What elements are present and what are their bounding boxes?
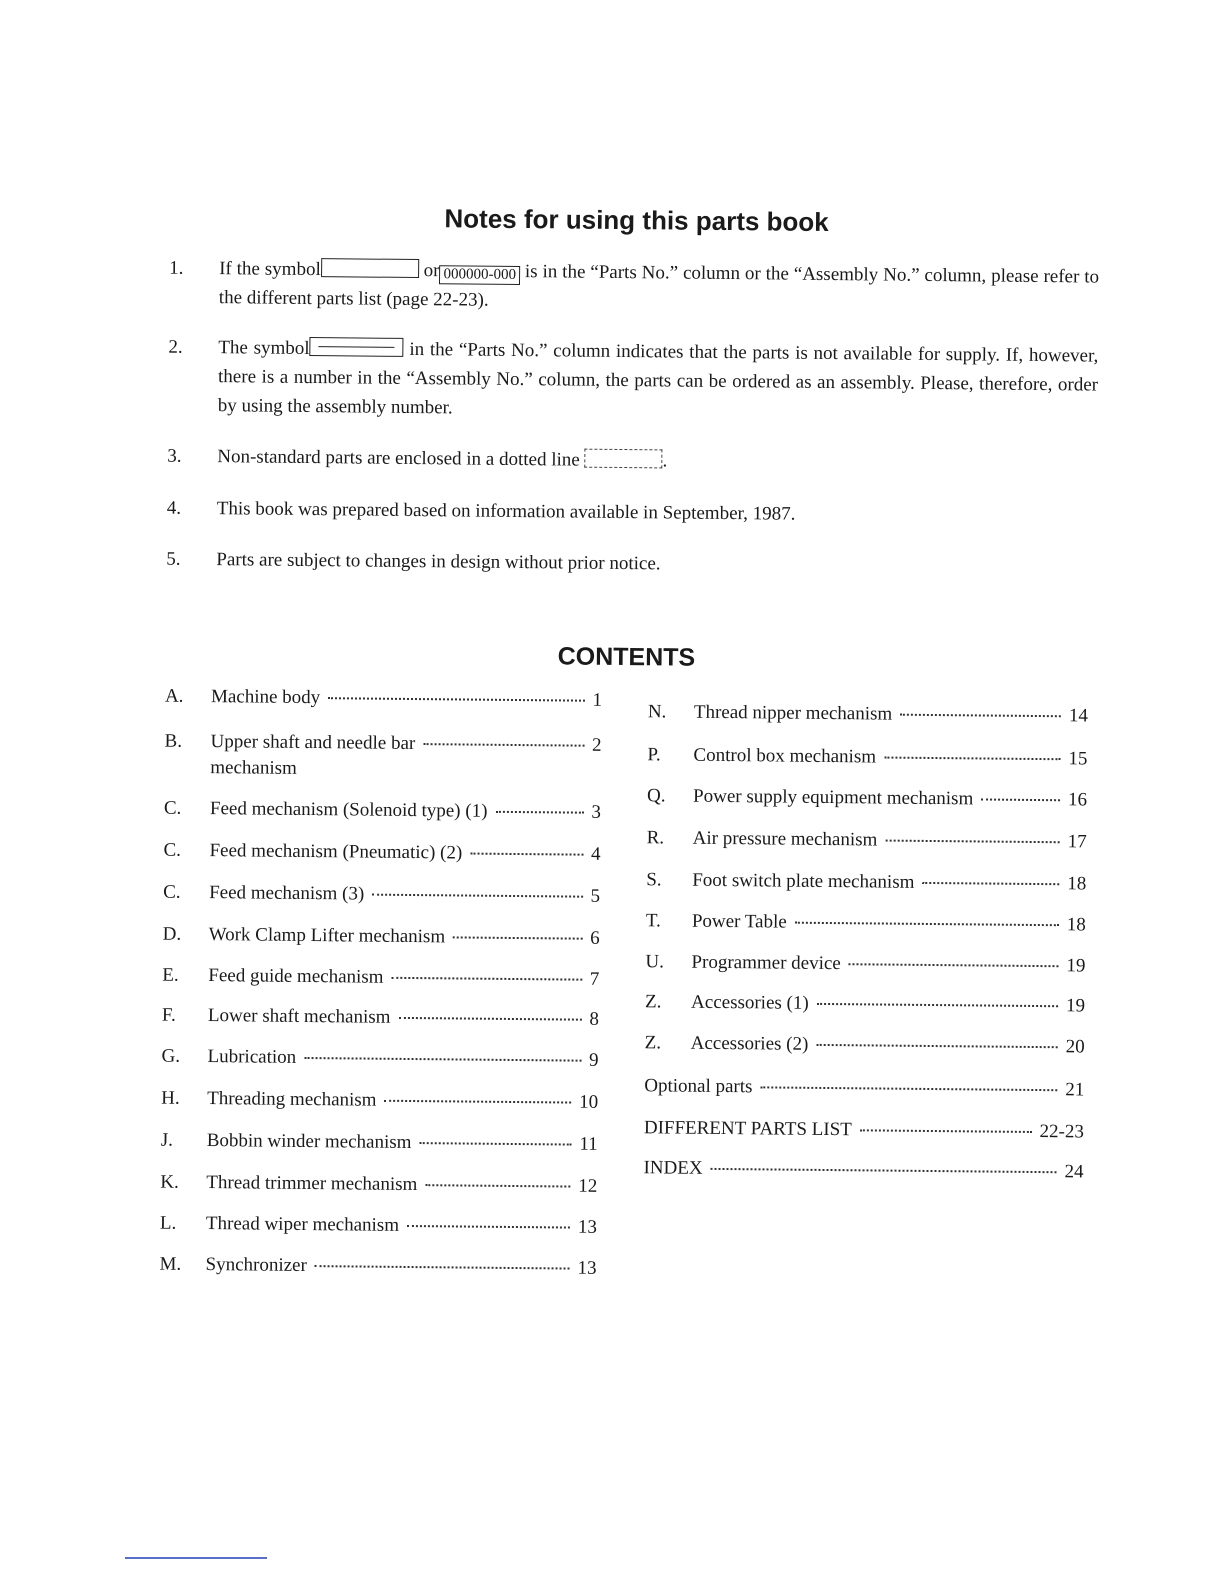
dot-leader (392, 977, 582, 981)
note-number: 4. (166, 497, 182, 519)
note-4 (167, 494, 1097, 532)
toc-page-number: 10 (579, 1091, 599, 1113)
toc-page-number: 17 (1067, 831, 1087, 853)
toc-letter: C. (163, 839, 182, 861)
toc-letter: E. (162, 964, 179, 986)
toc-label: Accessories (2) (690, 1032, 809, 1055)
toc-page-number: 18 (1067, 873, 1087, 895)
toc-page-number: 7 (589, 968, 600, 990)
toc-label: Control box mechanism (693, 744, 877, 768)
dot-leader (419, 1142, 571, 1145)
note-2 (168, 333, 1099, 429)
toc-page-number: 5 (590, 885, 601, 907)
toc-label-line: Upper shaft and needle bar (210, 731, 416, 755)
toc-letter: F. (161, 1004, 176, 1026)
dot-leader (453, 936, 582, 939)
toc-letter: S. (646, 869, 662, 891)
toc-entry (647, 744, 1087, 770)
note-text: or (423, 260, 440, 282)
dot-leader (425, 1184, 570, 1187)
toc-entry (645, 951, 1085, 977)
toc-label: Work Clamp Lifter mechanism (208, 924, 446, 948)
toc-page-number: 22-23 (1039, 1121, 1084, 1143)
toc-entry (164, 798, 601, 824)
dot-leader (315, 1265, 570, 1269)
toc-page-number: 8 (589, 1008, 600, 1030)
toc-entry (646, 910, 1086, 936)
note-text: is in the “Parts No.” column or the “Assembly No.” column, please refer to the different parts list (page 22-23). (218, 261, 1100, 311)
toc-letter: C. (163, 797, 182, 819)
dot-leader (860, 1129, 1032, 1133)
toc-letter: L. (159, 1212, 177, 1234)
toc-page-number: 6 (590, 927, 600, 949)
dot-leader (922, 882, 1059, 885)
toc-page-number: 9 (588, 1049, 599, 1071)
note-5 (166, 545, 1096, 583)
toc-entry (160, 1172, 597, 1198)
toc-entry (164, 729, 601, 785)
toc-letter: M. (159, 1253, 182, 1275)
note-number: 2. (168, 336, 183, 358)
toc-entry (161, 1130, 598, 1156)
toc-letter: J. (160, 1129, 174, 1151)
dot-leader (328, 697, 584, 701)
toc-entry (163, 840, 600, 866)
toc-label: Feed mechanism (3) (209, 882, 365, 905)
toc-label: Machine body (210, 686, 321, 709)
dot-leader (816, 1044, 1057, 1048)
note-text: in the “Parts No.” column indicates that the parts is not available for supply. If, however, there is a number in the “Assembly No.” column, the parts can be ordered as an assembly. Please, therefore, order by using the assembly number. (217, 338, 1099, 419)
toc-label: Foot switch plate mechanism (692, 869, 915, 893)
toc-label: Accessories (1) (691, 991, 809, 1014)
toc-label: INDEX (643, 1157, 703, 1179)
note-number: 3. (167, 445, 182, 467)
dot-leader (495, 811, 583, 814)
toc-letter: B. (164, 730, 183, 752)
toc-entry (159, 1254, 596, 1280)
toc-letter: A. (164, 685, 184, 707)
contents-title: CONTENTS (557, 642, 696, 672)
toc-page-number: 13 (577, 1257, 597, 1279)
dot-leader (470, 853, 583, 856)
dot-leader (304, 1057, 581, 1062)
dot-leader (372, 894, 582, 898)
toc-label: Programmer device (691, 951, 841, 975)
dot-leader (398, 1017, 581, 1021)
toc-entry (646, 869, 1086, 895)
note-3 (167, 442, 1097, 480)
toc-entry (163, 924, 600, 950)
toc-letter: Q. (646, 785, 666, 807)
toc-page-number: 1 (592, 689, 603, 711)
dot-leader (407, 1225, 570, 1229)
dot-leader (817, 1003, 1058, 1007)
toc-entry (647, 827, 1087, 853)
toc-entry (163, 882, 600, 908)
dot-leader (900, 714, 1061, 718)
toc-page-number: 14 (1068, 705, 1088, 727)
dot-leader (849, 963, 1059, 967)
note-text: Parts are subject to changes in design without prior notice. (216, 549, 661, 575)
toc-letter: C. (163, 881, 181, 903)
dot-leader (981, 798, 1060, 801)
toc-letter: G. (161, 1045, 181, 1067)
dot-leader (884, 757, 1060, 761)
toc-page-number: 19 (1065, 995, 1086, 1017)
toc-letter: P. (647, 744, 661, 766)
toc-label: Thread nipper mechanism (693, 701, 893, 725)
toc-label: DIFFERENT PARTS LIST (643, 1117, 852, 1141)
toc-letter: H. (161, 1087, 180, 1109)
toc-page-number: 2 (591, 734, 602, 756)
toc-label: Feed mechanism (Pneumatic) (2) (209, 840, 463, 864)
toc-letter: Z. (645, 991, 662, 1013)
toc-entry (162, 1005, 599, 1031)
blank-box-symbol (321, 258, 419, 278)
note-text: Non-standard parts are enclosed in a dotted line (217, 446, 580, 471)
toc-label: Power Table (691, 910, 787, 933)
dotted-box-symbol (584, 449, 662, 469)
page-title: Notes for using this parts book (444, 203, 829, 237)
toc-page-number: 19 (1066, 955, 1086, 977)
toc-letter: R. (646, 827, 665, 849)
dot-leader (711, 1168, 1057, 1173)
toc-page-number: 13 (577, 1216, 598, 1238)
toc-entry (648, 701, 1088, 727)
toc-entry (645, 1032, 1085, 1058)
toc-entry (644, 1117, 1084, 1143)
toc-page-number: 11 (579, 1133, 598, 1155)
note-number: 5. (166, 548, 181, 570)
toc-page-number: 24 (1064, 1161, 1084, 1183)
toc-label-line: mechanism (210, 757, 297, 779)
toc-label: Thread wiper mechanism (205, 1213, 400, 1236)
toc-letter: K. (160, 1171, 179, 1193)
toc-label: Threading mechanism (207, 1088, 377, 1111)
code-box-symbol: 000000-000 (439, 265, 520, 285)
toc-entry (161, 1046, 598, 1072)
note-text: . (662, 450, 668, 472)
note-text: The symbol (218, 337, 310, 360)
toc-label: Lubrication (207, 1046, 297, 1068)
toc-entry (160, 1213, 597, 1239)
toc-label: Optional parts (644, 1075, 753, 1098)
toc-entry (162, 965, 599, 991)
dot-leader (423, 743, 584, 747)
toc-entry (643, 1157, 1083, 1183)
dot-leader (384, 1100, 571, 1104)
toc-label: Air pressure mechanism (692, 827, 878, 851)
toc-entry (647, 785, 1087, 811)
toc-label: Thread trimmer mechanism (206, 1172, 418, 1196)
toc-letter: Z. (644, 1032, 662, 1054)
toc-label: Bobbin winder mechanism (206, 1130, 412, 1154)
note-number: 1. (169, 257, 184, 279)
toc-page-number: 15 (1068, 748, 1088, 770)
toc-page-number: 3 (591, 801, 602, 823)
toc-page-number: 21 (1065, 1079, 1085, 1101)
toc-page-number: 18 (1066, 914, 1086, 936)
toc-label: Power supply equipment mechanism (692, 785, 974, 810)
toc-entry (165, 686, 602, 712)
note-text: If the symbol (219, 258, 321, 281)
dot-leader (760, 1086, 1057, 1091)
toc-page-number: 12 (578, 1175, 598, 1197)
scan-mark-line (125, 1557, 267, 1559)
toc-letter: U. (645, 951, 665, 973)
toc-entry (644, 1075, 1084, 1101)
toc-label: Lower shaft mechanism (207, 1005, 391, 1028)
toc-page-number: 20 (1065, 1036, 1085, 1058)
toc-label: Feed guide mechanism (208, 965, 384, 988)
note-text: This book was prepared based on information available in September, 1987. (216, 498, 796, 525)
toc-entry (645, 991, 1085, 1017)
toc-letter: T. (645, 910, 661, 932)
toc-letter: D. (162, 923, 182, 945)
toc-page-number: 4 (590, 843, 601, 865)
toc-label: Feed mechanism (Solenoid type) (1) (209, 798, 488, 822)
toc-page-number: 16 (1067, 789, 1088, 811)
dot-leader (795, 922, 1059, 927)
note-1 (169, 254, 1100, 321)
toc-label: Synchronizer (205, 1254, 307, 1277)
dot-leader (885, 840, 1059, 844)
dash-box-symbol (310, 337, 404, 357)
toc-entry (161, 1088, 598, 1114)
toc-label (210, 729, 415, 783)
toc-letter: N. (647, 701, 667, 723)
